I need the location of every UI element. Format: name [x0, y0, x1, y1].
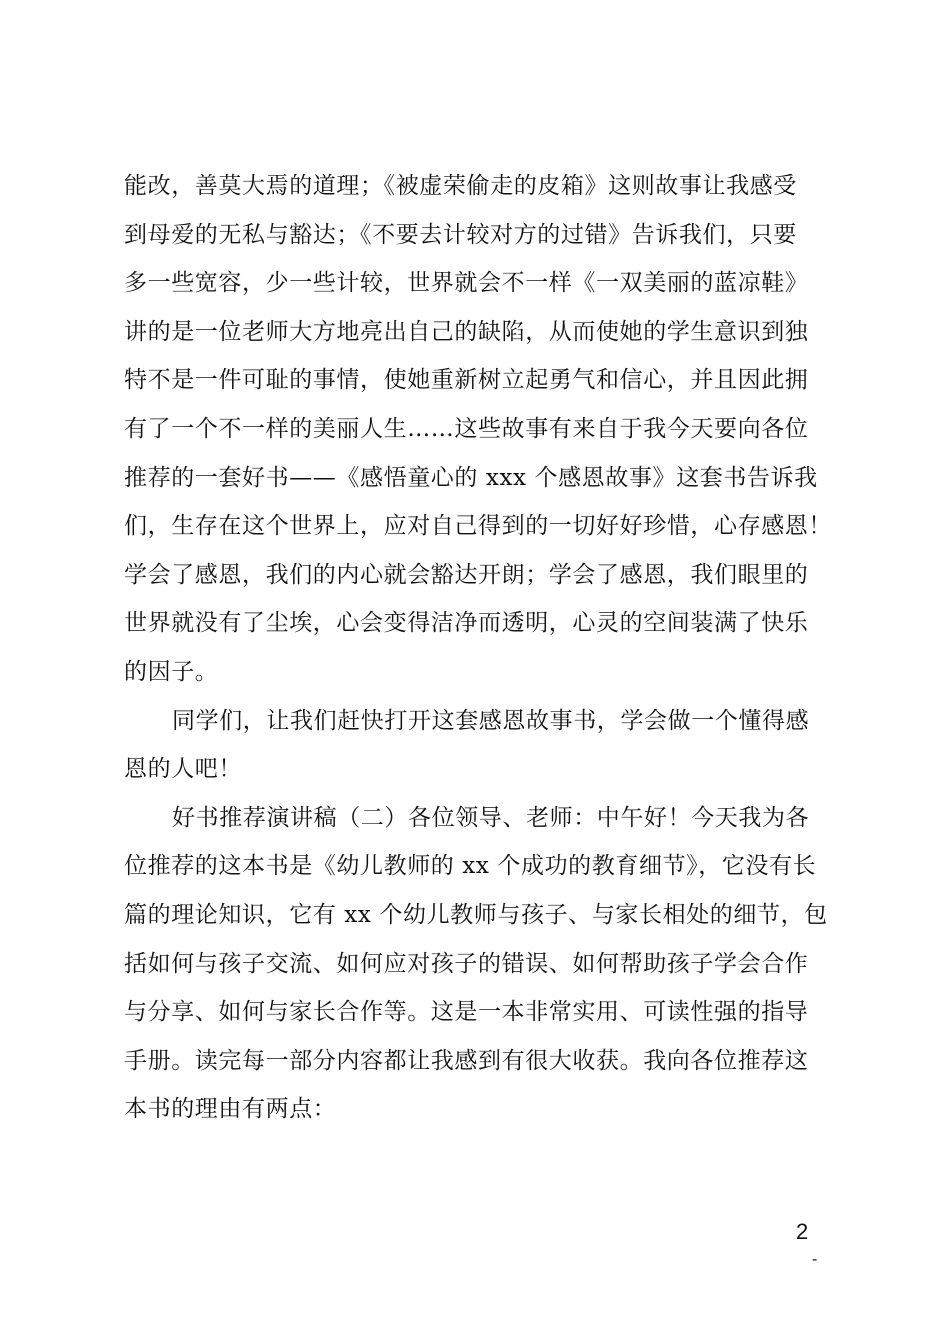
- text-line: 有了一个不一样的美丽人生……这些故事有来自于我今天要向各位: [124, 415, 809, 442]
- text-line: 手册。读完每一部分内容都让我感到有很大收获。我向各位推荐这: [124, 1047, 809, 1074]
- page-number: 2: [796, 1219, 809, 1244]
- text-line: 本书的理由有两点：: [124, 1096, 337, 1123]
- page-number-dash: -: [812, 1251, 818, 1268]
- text-line: 位推荐的这本书是《幼儿教师的 xx 个成功的教育细节》，它没有长: [124, 853, 817, 880]
- text-line: 括如何与孩子交流、如何应对孩子的错误、如何帮助孩子学会合作: [124, 950, 809, 977]
- text-line: 特不是一件可耻的事情，使她重新树立起勇气和信心，并且因此拥: [124, 367, 809, 394]
- text-line: 世界就没有了尘埃，心会变得洁净而透明，心灵的空间装满了快乐: [124, 610, 809, 637]
- paragraph-start-line: 好书推荐演讲稿（二）各位领导、老师：中午好！今天我为各: [172, 804, 810, 831]
- body-text: [124, 162, 836, 1134]
- text-line: 能改，善莫大焉的道理；《被虚荣偷走的皮箱》这则故事让我感受: [124, 173, 797, 199]
- paragraph-start-line: 同学们，让我们赶快打开这套感恩故事书，学会做一个懂得感: [172, 707, 810, 734]
- text-line: 到母爱的无私与豁达；《不要去计较对方的过错》告诉我们，只要: [124, 221, 797, 248]
- text-line: 学会了感恩，我们的内心就会豁达开朗；学会了感恩，我们眼里的: [124, 561, 809, 588]
- text-line: 讲的是一位老师大方地亮出自己的缺陷，从而使她的学生意识到独: [124, 318, 809, 345]
- text-line: 推荐的一套好书——《感悟童心的 xxx 个感恩故事》这套书告诉我: [124, 464, 818, 491]
- text-line: 多一些宽容，少一些计较，世界就会不一样《一双美丽的蓝凉鞋》: [124, 270, 809, 297]
- text-line: 的因子。: [124, 658, 219, 685]
- text-line: 们，生存在这个世界上，应对自己得到的一切好好珍惜，心存感恩！: [124, 513, 832, 540]
- text-line: 篇的理论知识，它有 xx 个幼儿教师与孩子、与家长相处的细节，包: [124, 901, 828, 928]
- text-line: 与分享、如何与家长合作等。这是一本非常实用、可读性强的指导: [124, 999, 809, 1026]
- text-line: 恩的人吧！: [124, 756, 242, 783]
